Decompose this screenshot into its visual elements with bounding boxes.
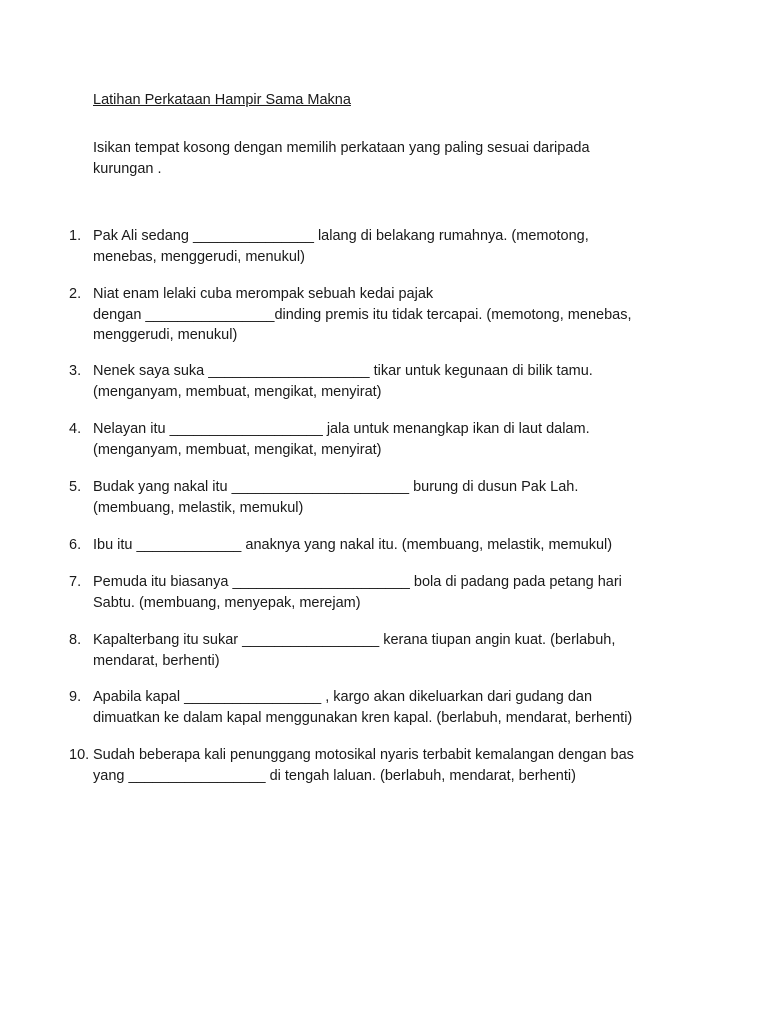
question-number: 2. <box>69 286 82 302</box>
question-number: 1. <box>69 228 82 244</box>
worksheet-title: Latihan Perkataan Hampir Sama Makna <box>93 92 351 108</box>
question-text: Niat enam lelaki cuba merompak sebuah kedai pajak dengan ________________dinding premis itu tidak tercapai. (memotong, menebas, menggerudi, menukul) <box>93 286 632 343</box>
question-number: 9. <box>69 689 82 705</box>
question-3 <box>69 361 709 402</box>
question-9 <box>69 687 709 728</box>
question-6 <box>69 535 709 556</box>
question-number: 10. <box>69 747 90 763</box>
question-text: Apabila kapal _________________ , kargo akan dikeluarkan dari gudang dan dimuatkan ke dalam kapal menggunakan kren kapal. (berlabuh, mendarat, berhenti) <box>93 689 633 726</box>
question-text: Ibu itu _____________ anaknya yang nakal itu. (membuang, melastik, memukul) <box>93 537 613 553</box>
question-number: 6. <box>69 537 82 553</box>
question-text: Budak yang nakal itu ______________________ burung di dusun Pak Lah. (membuang, melastik, memukul) <box>93 479 579 516</box>
question-4 <box>69 419 709 460</box>
question-text: Nenek saya suka ____________________ tikar untuk kegunaan di bilik tamu. (menganyam, membuat, mengikat, menyirat) <box>93 363 593 400</box>
question-number: 5. <box>69 479 82 495</box>
question-1 <box>69 226 709 267</box>
question-10 <box>69 745 709 786</box>
question-7 <box>69 572 709 613</box>
question-5 <box>69 477 709 518</box>
question-text: Nelayan itu ___________________ jala untuk menangkap ikan di laut dalam. (menganyam, membuat, mengikat, menyirat) <box>93 421 590 458</box>
question-text: Pemuda itu biasanya ______________________ bola di padang pada petang hari Sabtu. (membuang, menyepak, merejam) <box>93 574 622 611</box>
question-2 <box>69 284 709 346</box>
question-8 <box>69 630 709 671</box>
question-number: 4. <box>69 421 82 437</box>
question-text: Kapalterbang itu sukar _________________ kerana tiupan angin kuat. (berlabuh, mendarat, berhenti) <box>93 632 616 669</box>
instruction-text: Isikan tempat kosong dengan memilih perkataan yang paling sesuai daripada kurungan . <box>93 140 590 177</box>
question-number: 3. <box>69 363 82 379</box>
question-text: Pak Ali sedang _______________ lalang di belakang rumahnya. (memotong, menebas, menggerudi, menukul) <box>93 228 589 265</box>
question-text: Sudah beberapa kali penunggang motosikal nyaris terbabit kemalangan dengan bas yang _________________ di tengah laluan. (berlabuh, mendarat, berhenti) <box>93 747 634 784</box>
question-number: 8. <box>69 632 82 648</box>
question-number: 7. <box>69 574 82 590</box>
